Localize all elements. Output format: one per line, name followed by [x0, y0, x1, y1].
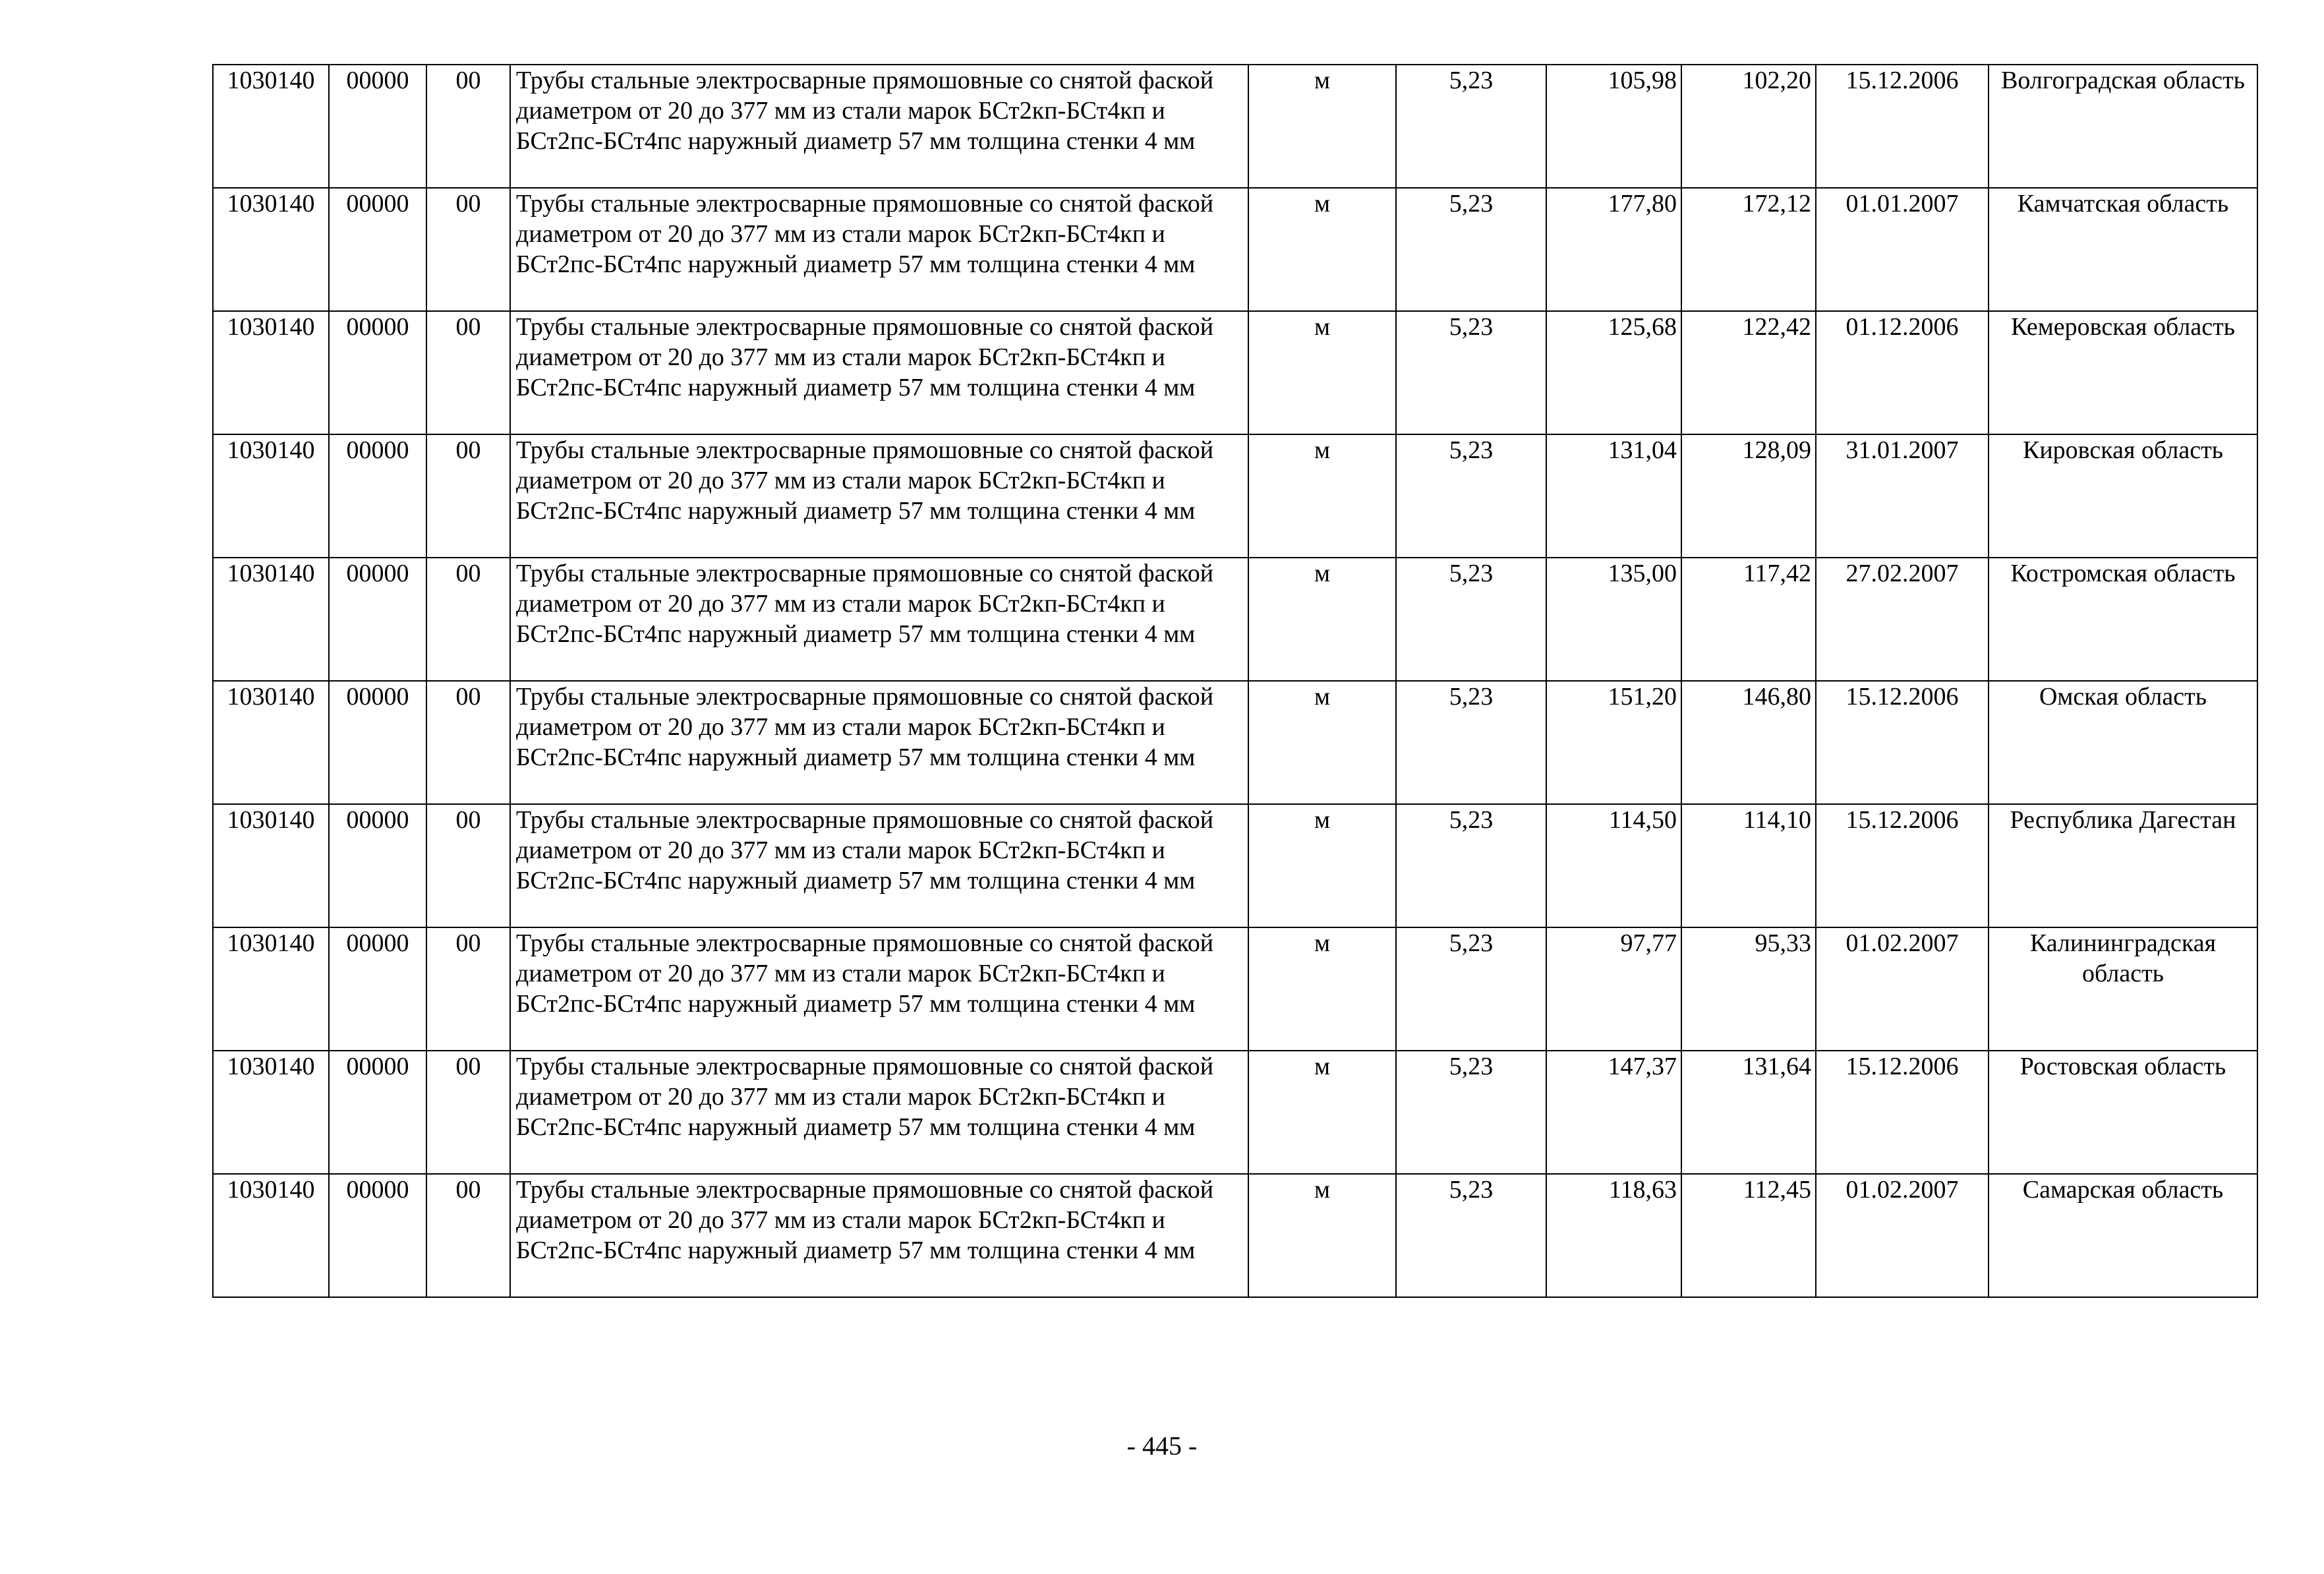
description-cell: Трубы стальные электросварные прямошовные со снятой фаской диаметром от 20 до 377 мм из стали марок БСт2кп-БСт4кп и БСт2пс-БСт4пс наружный диаметр 57 мм толщина стенки 4 мм — [510, 65, 1248, 188]
region-cell: Калининградская область — [1989, 927, 2257, 1051]
price-1-cell: 135,00 — [1546, 558, 1681, 681]
description-cell: Трубы стальные электросварные прямошовные со снятой фаской диаметром от 20 до 377 мм из стали марок БСт2кп-БСт4кп и БСт2пс-БСт4пс наружный диаметр 57 мм толщина стенки 4 мм — [510, 1051, 1248, 1174]
resource-code-cell: 1030140 — [213, 65, 329, 188]
region-cell: Кировская область — [1989, 434, 2257, 558]
price-2-cell: 102,20 — [1681, 65, 1816, 188]
price-1-cell: 97,77 — [1546, 927, 1681, 1051]
date-cell: 15.12.2006 — [1816, 804, 1989, 927]
coefficient-cell: 5,23 — [1396, 681, 1546, 804]
price-1-cell: 131,04 — [1546, 434, 1681, 558]
price-2-cell: 122,42 — [1681, 311, 1816, 434]
region-cell: Камчатская область — [1989, 188, 2257, 311]
table-row — [213, 927, 2257, 1051]
subcode-cell: 00000 — [329, 927, 426, 1051]
date-cell: 01.02.2007 — [1816, 927, 1989, 1051]
price-table — [212, 64, 2258, 1298]
price-2-cell: 117,42 — [1681, 558, 1816, 681]
resource-code-cell: 1030140 — [213, 1051, 329, 1174]
coefficient-cell: 5,23 — [1396, 65, 1546, 188]
suffix-code-cell: 00 — [426, 188, 510, 311]
region-cell: Волгоградская область — [1989, 65, 2257, 188]
price-1-cell: 147,37 — [1546, 1051, 1681, 1174]
resource-code-cell: 1030140 — [213, 558, 329, 681]
price-1-cell: 151,20 — [1546, 681, 1681, 804]
coefficient-cell: 5,23 — [1396, 311, 1546, 434]
date-cell: 15.12.2006 — [1816, 65, 1989, 188]
coefficient-cell: 5,23 — [1396, 188, 1546, 311]
description-cell: Трубы стальные электросварные прямошовные со снятой фаской диаметром от 20 до 377 мм из стали марок БСт2кп-БСт4кп и БСт2пс-БСт4пс наружный диаметр 57 мм толщина стенки 4 мм — [510, 1174, 1248, 1297]
subcode-cell: 00000 — [329, 434, 426, 558]
resource-code-cell: 1030140 — [213, 311, 329, 434]
coefficient-cell: 5,23 — [1396, 804, 1546, 927]
table-body — [213, 65, 2257, 1297]
resource-code-cell: 1030140 — [213, 681, 329, 804]
description-cell: Трубы стальные электросварные прямошовные со снятой фаской диаметром от 20 до 377 мм из стали марок БСт2кп-БСт4кп и БСт2пс-БСт4пс наружный диаметр 57 мм толщина стенки 4 мм — [510, 927, 1248, 1051]
suffix-code-cell: 00 — [426, 1174, 510, 1297]
suffix-code-cell: 00 — [426, 1051, 510, 1174]
region-cell: Костромская область — [1989, 558, 2257, 681]
price-2-cell: 112,45 — [1681, 1174, 1816, 1297]
resource-code-cell: 1030140 — [213, 434, 329, 558]
resource-code-cell: 1030140 — [213, 1174, 329, 1297]
date-cell: 15.12.2006 — [1816, 681, 1989, 804]
price-2-cell: 128,09 — [1681, 434, 1816, 558]
table-row — [213, 681, 2257, 804]
description-cell: Трубы стальные электросварные прямошовные со снятой фаской диаметром от 20 до 377 мм из стали марок БСт2кп-БСт4кп и БСт2пс-БСт4пс наружный диаметр 57 мм толщина стенки 4 мм — [510, 681, 1248, 804]
region-cell: Кемеровская область — [1989, 311, 2257, 434]
table-row — [213, 188, 2257, 311]
suffix-code-cell: 00 — [426, 804, 510, 927]
region-cell: Омская область — [1989, 681, 2257, 804]
description-cell: Трубы стальные электросварные прямошовные со снятой фаской диаметром от 20 до 377 мм из стали марок БСт2кп-БСт4кп и БСт2пс-БСт4пс наружный диаметр 57 мм толщина стенки 4 мм — [510, 188, 1248, 311]
table-row — [213, 558, 2257, 681]
unit-cell: м — [1248, 1174, 1396, 1297]
date-cell: 01.01.2007 — [1816, 188, 1989, 311]
price-1-cell: 118,63 — [1546, 1174, 1681, 1297]
table-row — [213, 1174, 2257, 1297]
price-2-cell: 131,64 — [1681, 1051, 1816, 1174]
suffix-code-cell: 00 — [426, 65, 510, 188]
subcode-cell: 00000 — [329, 558, 426, 681]
price-1-cell: 177,80 — [1546, 188, 1681, 311]
coefficient-cell: 5,23 — [1396, 558, 1546, 681]
date-cell: 15.12.2006 — [1816, 1051, 1989, 1174]
subcode-cell: 00000 — [329, 188, 426, 311]
date-cell: 31.01.2007 — [1816, 434, 1989, 558]
description-cell: Трубы стальные электросварные прямошовные со снятой фаской диаметром от 20 до 377 мм из стали марок БСт2кп-БСт4кп и БСт2пс-БСт4пс наружный диаметр 57 мм толщина стенки 4 мм — [510, 434, 1248, 558]
unit-cell: м — [1248, 65, 1396, 188]
subcode-cell: 00000 — [329, 311, 426, 434]
region-cell: Самарская область — [1989, 1174, 2257, 1297]
subcode-cell: 00000 — [329, 1174, 426, 1297]
unit-cell: м — [1248, 927, 1396, 1051]
unit-cell: м — [1248, 434, 1396, 558]
suffix-code-cell: 00 — [426, 434, 510, 558]
table-row — [213, 311, 2257, 434]
price-2-cell: 146,80 — [1681, 681, 1816, 804]
price-1-cell: 114,50 — [1546, 804, 1681, 927]
description-cell: Трубы стальные электросварные прямошовные со снятой фаской диаметром от 20 до 377 мм из стали марок БСт2кп-БСт4кп и БСт2пс-БСт4пс наружный диаметр 57 мм толщина стенки 4 мм — [510, 558, 1248, 681]
unit-cell: м — [1248, 804, 1396, 927]
date-cell: 01.12.2006 — [1816, 311, 1989, 434]
resource-code-cell: 1030140 — [213, 804, 329, 927]
price-2-cell: 172,12 — [1681, 188, 1816, 311]
suffix-code-cell: 00 — [426, 681, 510, 804]
price-2-cell: 114,10 — [1681, 804, 1816, 927]
unit-cell: м — [1248, 558, 1396, 681]
table-row — [213, 434, 2257, 558]
price-1-cell: 105,98 — [1546, 65, 1681, 188]
suffix-code-cell: 00 — [426, 311, 510, 434]
suffix-code-cell: 00 — [426, 558, 510, 681]
page-number: - 445 - — [1126, 1431, 1198, 1461]
subcode-cell: 00000 — [329, 681, 426, 804]
subcode-cell: 00000 — [329, 1051, 426, 1174]
unit-cell: м — [1248, 188, 1396, 311]
coefficient-cell: 5,23 — [1396, 1174, 1546, 1297]
date-cell: 01.02.2007 — [1816, 1174, 1989, 1297]
coefficient-cell: 5,23 — [1396, 1051, 1546, 1174]
table-row — [213, 65, 2257, 188]
price-1-cell: 125,68 — [1546, 311, 1681, 434]
unit-cell: м — [1248, 681, 1396, 804]
subcode-cell: 00000 — [329, 804, 426, 927]
coefficient-cell: 5,23 — [1396, 927, 1546, 1051]
table-row — [213, 804, 2257, 927]
coefficient-cell: 5,23 — [1396, 434, 1546, 558]
price-2-cell: 95,33 — [1681, 927, 1816, 1051]
subcode-cell: 00000 — [329, 65, 426, 188]
region-cell: Ростовская область — [1989, 1051, 2257, 1174]
date-cell: 27.02.2007 — [1816, 558, 1989, 681]
unit-cell: м — [1248, 1051, 1396, 1174]
resource-code-cell: 1030140 — [213, 927, 329, 1051]
suffix-code-cell: 00 — [426, 927, 510, 1051]
unit-cell: м — [1248, 311, 1396, 434]
table-row — [213, 1051, 2257, 1174]
resource-code-cell: 1030140 — [213, 188, 329, 311]
description-cell: Трубы стальные электросварные прямошовные со снятой фаской диаметром от 20 до 377 мм из стали марок БСт2кп-БСт4кп и БСт2пс-БСт4пс наружный диаметр 57 мм толщина стенки 4 мм — [510, 804, 1248, 927]
region-cell: Республика Дагестан — [1989, 804, 2257, 927]
description-cell: Трубы стальные электросварные прямошовные со снятой фаской диаметром от 20 до 377 мм из стали марок БСт2кп-БСт4кп и БСт2пс-БСт4пс наружный диаметр 57 мм толщина стенки 4 мм — [510, 311, 1248, 434]
